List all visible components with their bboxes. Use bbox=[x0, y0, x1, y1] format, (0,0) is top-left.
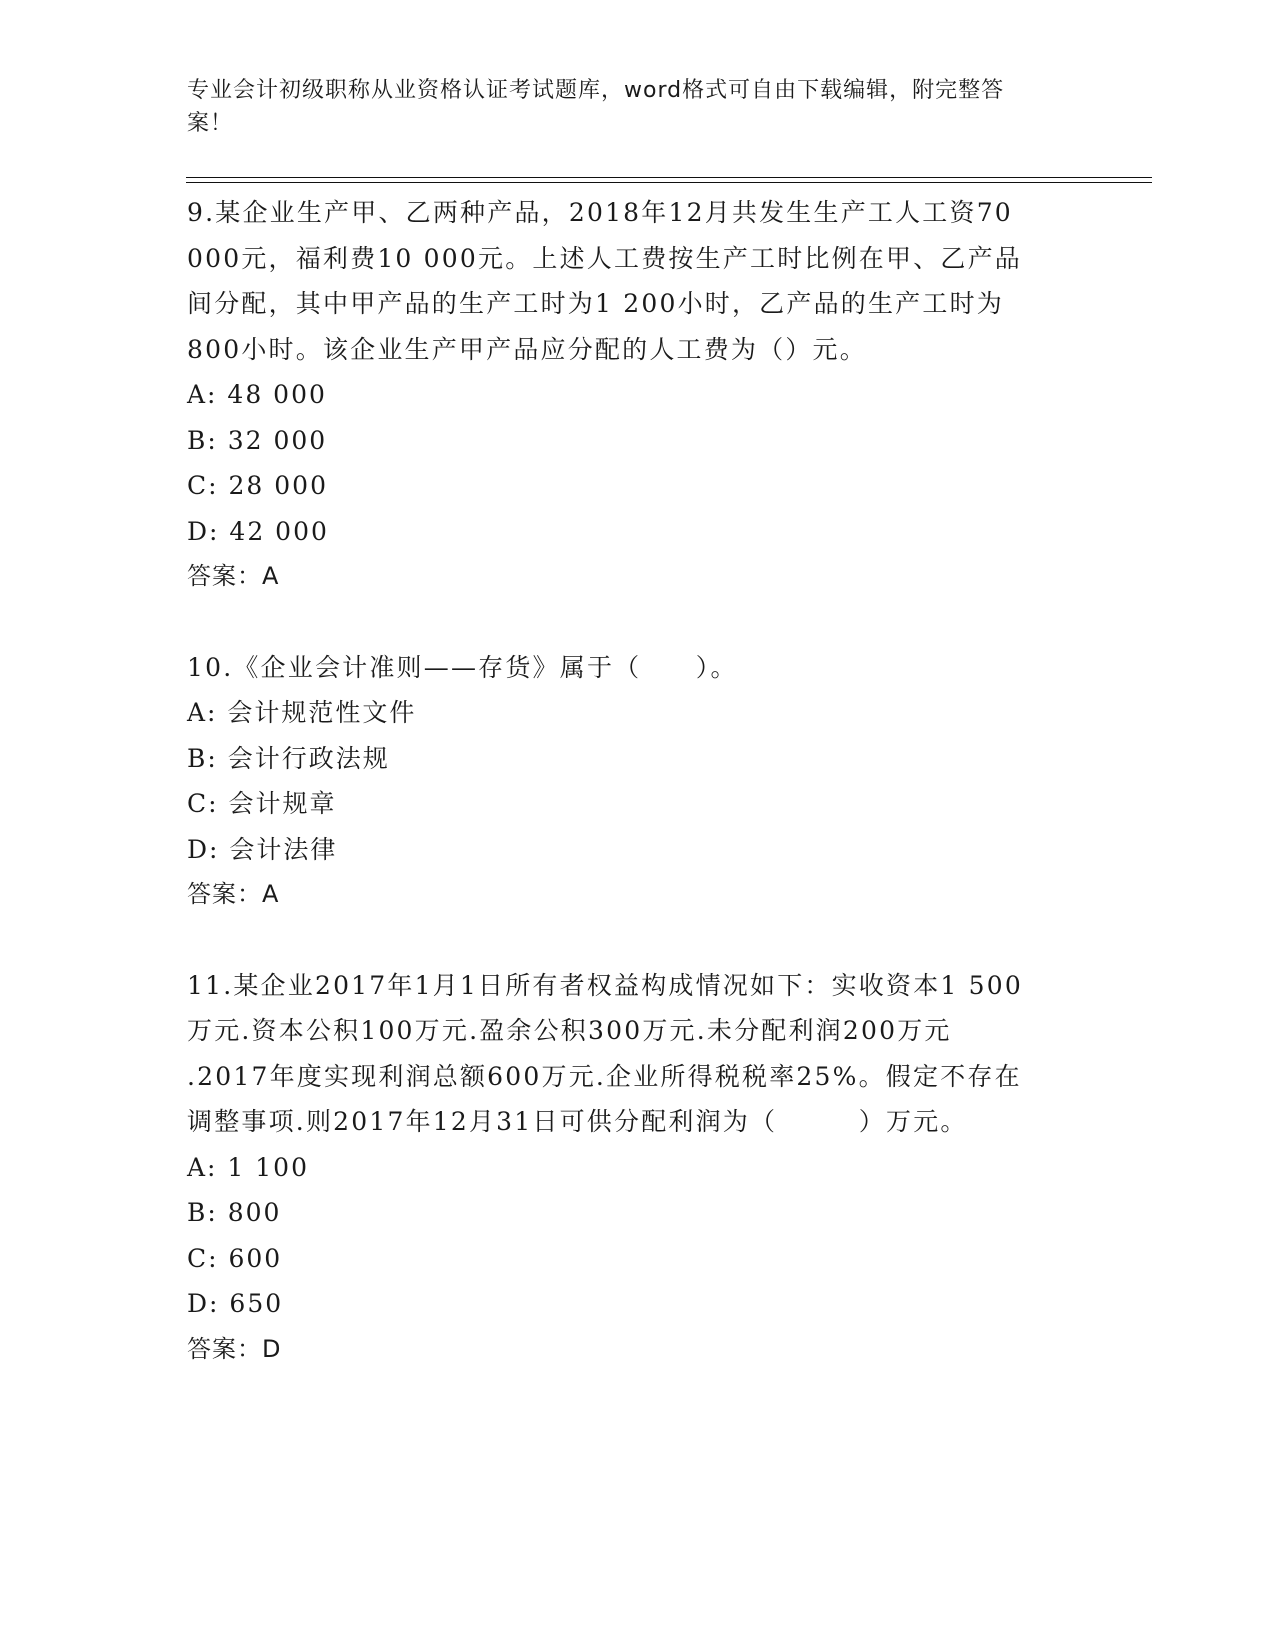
question-9 bbox=[187, 190, 1087, 600]
question-stem bbox=[187, 645, 1087, 691]
option-a: A: 会计规范性文件 bbox=[187, 698, 417, 727]
stem-line: 9.某企业生产甲、乙两种产品，2018年12月共发生生产工人工资70 bbox=[187, 198, 1013, 227]
question-11 bbox=[187, 963, 1087, 1373]
stem-line: 800小时。该企业生产甲产品应分配的人工费为（）元。 bbox=[187, 334, 867, 364]
stem-line: 10.《企业会计准则——存货》属于（ ）。 bbox=[187, 652, 738, 682]
question-spacer bbox=[187, 600, 1087, 645]
header-divider-bottom bbox=[186, 182, 1152, 183]
option-a: A: 1 100 bbox=[187, 1152, 309, 1182]
question-10 bbox=[187, 645, 1087, 918]
question-spacer bbox=[187, 918, 1087, 963]
header-line-1: 专业会计初级职称从业资格认证考试题库，word格式可自由下载编辑，附完整答 bbox=[187, 78, 1005, 103]
page-header bbox=[187, 74, 1067, 140]
question-stem bbox=[187, 963, 1087, 1145]
option-b: B: 800 bbox=[187, 1198, 282, 1227]
answer-label: 答案：A bbox=[187, 562, 280, 590]
header-line-2: 案！ bbox=[187, 111, 234, 136]
answer-label: 答案：D bbox=[187, 1334, 282, 1363]
option-b: B: 会计行政法规 bbox=[187, 743, 390, 773]
question-list bbox=[187, 190, 1087, 1372]
stem-line: 万元.资本公积100万元.盈余公积300万元.未分配利润200万元 bbox=[187, 1016, 952, 1045]
option-b: B: 32 000 bbox=[187, 425, 328, 455]
option-c: C: 600 bbox=[187, 1243, 283, 1273]
option-c: C: 会计规章 bbox=[187, 789, 337, 818]
option-c: C: 28 000 bbox=[187, 471, 328, 500]
stem-line: 间分配，其中甲产品的生产工时为1 200小时，乙产品的生产工时为 bbox=[187, 289, 1004, 318]
stem-line: 11.某企业2017年1月1日所有者权益构成情况如下：实收资本1 500 bbox=[187, 970, 1023, 1000]
stem-line: .2017年度实现利润总额600万元.企业所得税税率25%。假定不存在 bbox=[187, 1061, 1022, 1091]
answer-label: 答案：A bbox=[187, 880, 280, 908]
option-d: D: 会计法律 bbox=[187, 834, 338, 864]
header-divider-top bbox=[186, 177, 1152, 178]
option-a: A: 48 000 bbox=[187, 380, 327, 409]
option-d: D: 650 bbox=[187, 1289, 284, 1318]
question-stem bbox=[187, 190, 1087, 372]
stem-line: 调整事项.则2017年12月31日可供分配利润为（ ）万元。 bbox=[187, 1107, 968, 1136]
option-d: D: 42 000 bbox=[187, 516, 329, 546]
stem-line: 000元，福利费10 000元。上述人工费按生产工时比例在甲、乙产品 bbox=[187, 243, 1022, 273]
